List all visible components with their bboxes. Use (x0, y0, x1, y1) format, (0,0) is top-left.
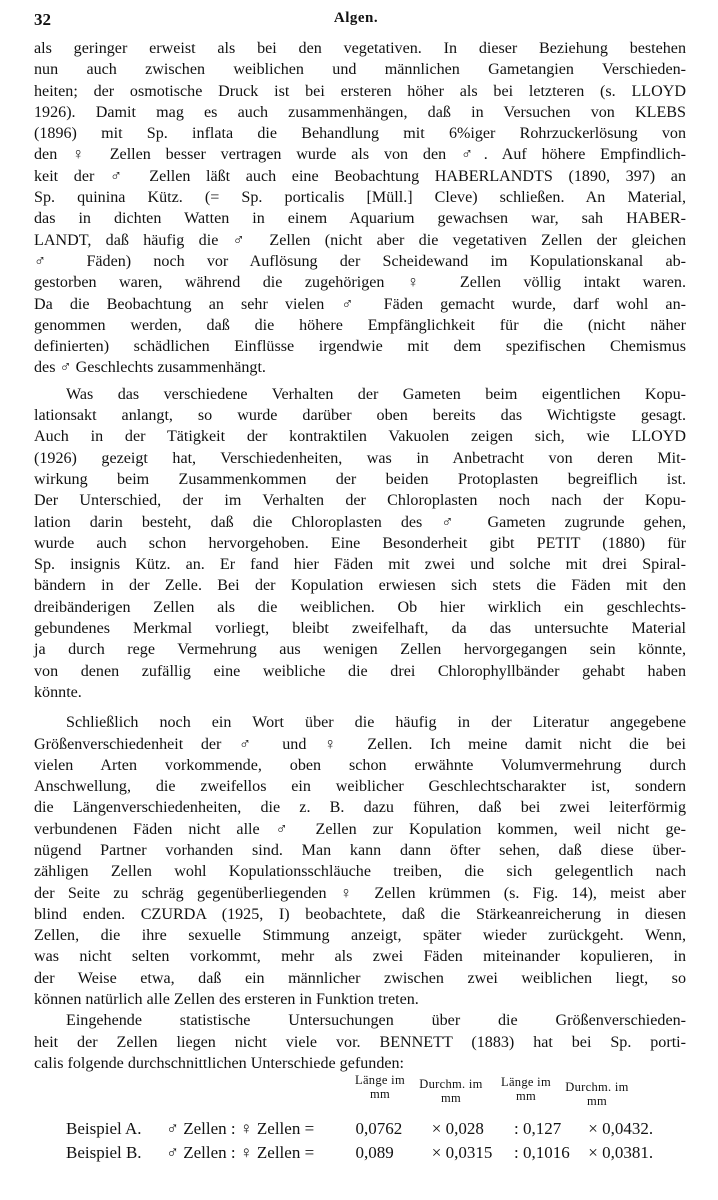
table-cell: × 0,028 (431, 1119, 484, 1138)
text-line: ♂ Fäden) noch vor Auflösung der Scheidewand im Kopulationskanal ab- (34, 252, 686, 270)
text-line: Was das verschiedene Verhalten der Gameten beim eigentlichen Kopu- (66, 385, 686, 403)
row-ratio: ♂ Zellen : ♀ Zellen = (166, 1119, 315, 1138)
text-line: heit der Zellen liegen nicht viele vor. BENNETT (1883) hat bei Sp. porti- (34, 1033, 686, 1051)
row-label: Beispiel A. (66, 1119, 142, 1138)
running-head (34, 10, 678, 34)
text-line: Sp. quinina Kütz. (= Sp. porticalis [Müll.] Cleve) schließen. An Material, (34, 189, 686, 207)
text-line: Sp. insignis Kütz. an. Er fand hier Fäden mit zwei und solche mit drei Spiral- (34, 556, 686, 574)
row-label: Beispiel B. (66, 1143, 142, 1162)
text-line: könnte. (34, 683, 82, 701)
text-line: Anschwellung, die zweifellos ein weiblicher Geschlechtscharakter ist, sondern (34, 778, 686, 796)
text-line: blind enden. CZURDA (1925, I) beobachtete, daß die Stärkeanreicherung in diesen (34, 905, 686, 923)
text-line: genommen werden, daß die höhere Empfänglichkeit für die (nicht näher (34, 316, 686, 334)
text-line: als geringer erweist als bei den vegetativen. In dieser Beziehung bestehen (34, 40, 686, 57)
text-line: vielen Arten vorkommende, oben schon erwähnte Volumvermehrung durch (34, 756, 686, 774)
text-line: gestorben waren, während die zugehörigen ♀ Zellen völlig intakt waren. (34, 274, 686, 292)
table-cell: × 0,0381. (588, 1143, 654, 1162)
text-line: lationsakt anlangt, so wurde darüber oben bereits das Wichtigste gesagt. (34, 407, 686, 425)
paragraph (34, 1010, 686, 1074)
text-line: calis folgende durchschnittlichen Unterschiede gefunden: (34, 1054, 405, 1072)
table-cell: 0,089 (355, 1143, 394, 1162)
text-line: nun auch zwischen weiblichen und männlichen Gametangien Verschieden- (34, 61, 686, 79)
text-line: Eingehende statistische Untersuchungen über die Größenverschieden- (66, 1012, 686, 1030)
text-line: verbundenen Fäden nicht alle ♂ Zellen zur Kopulation kommen, weil nicht ge- (34, 820, 686, 838)
text-line: von denen zufällig eine weibliche die drei Chlorophyllbänder gehabt haben (34, 662, 686, 680)
paragraph (34, 38, 686, 379)
column-header: Länge im mm (355, 1073, 405, 1101)
text-line: dreibänderigen Zellen als die weiblichen. Ob hier wirklich ein geschlechts- (34, 598, 686, 616)
text-line: der Weise etwa, daß ein männlicher zwischen zwei weiblichen liegt, so (34, 969, 686, 987)
text-line: zähligen Zellen wohl Kopulationsschläuche treiben, die sich gelegentlich nach (34, 863, 686, 881)
text-line: lation darin besteht, daß die Chloroplasten des ♂ Gameten zugrunde gehen, (34, 513, 686, 531)
running-title: Algen. (333, 10, 379, 26)
measurement-table (34, 1073, 686, 1183)
paragraph (34, 384, 686, 703)
text-line: ja durch rege Vermehrung aus wenigen Zellen hervorgegangen sein könnte, (34, 641, 686, 659)
column-header: Durchm. im mm (565, 1080, 629, 1108)
text-line: definierten) schädlichen Einflüsse irgendwie mit dem spezifischen Chemismus (34, 338, 686, 356)
text-line: was nicht selten vorkommt, mehr als zwei Fäden miteinander kopulieren, in (34, 948, 686, 966)
text-line: das in dichten Watten in einem Aquarium gewachsen war, sah HABER- (34, 210, 686, 228)
body-text (34, 38, 686, 1082)
text-line: (1926) gezeigt hat, Verschiedenheiten, was in Anbetracht von deren Mit- (34, 449, 686, 467)
table-row (66, 1119, 653, 1139)
table-row (66, 1143, 653, 1163)
text-line: können natürlich alle Zellen des ersteren in Funktion treten. (34, 991, 419, 1009)
paragraph (34, 712, 686, 1010)
page-number: 32 (34, 10, 51, 29)
text-line: (1896) mit Sp. inflata die Behandlung mit 6%iger Rohrzuckerlösung von (34, 125, 686, 143)
text-line: nügend Partner vorhanden sind. Man kann dann öfter sehen, daß diese über- (34, 841, 686, 859)
text-line: keit der ♂ Zellen läßt auch eine Beobachtung HABERLANDTS (1890, 397) an (34, 167, 686, 185)
text-line: LANDT, daß häufig die ♂ Zellen (nicht aber die vegetativen Zellen der gleichen (34, 231, 686, 249)
table-cell: × 0,0315 (431, 1143, 493, 1162)
text-line: Da die Beobachtung an sehr vielen ♂ Fäden gemacht wurde, darf wohl an- (34, 295, 686, 313)
text-line: Der Unterschied, der im Verhalten der Chloroplasten noch nach der Kopu- (34, 492, 686, 510)
column-header: Durchm. im mm (419, 1077, 483, 1105)
text-line: des ♂ Geschlechts zusammenhängt. (34, 359, 266, 377)
table-cell: : 0,1016 (514, 1143, 570, 1162)
column-header: Länge im mm (501, 1075, 551, 1103)
text-line: 1926). Damit mag es auch zusammenhängen, daß in Versuchen von KLEBS (34, 103, 686, 121)
table-cell: 0,0762 (355, 1119, 403, 1138)
text-line: bändern in der Zelle. Bei der Kopulation erwiesen sich stets die Fäden mit den (34, 577, 686, 595)
text-line: Zellen, die ihre sexuelle Stimmung anzeigt, später wieder zurückgeht. Wenn, (34, 927, 686, 945)
text-line: Schließlich noch ein Wort über die häufig in der Literatur angegebene (66, 714, 686, 732)
table-cell: : 0,127 (514, 1119, 562, 1138)
text-line: wirkung beim Zusammenkommen der beiden Protoplasten begreiflich ist. (34, 470, 686, 488)
text-line: wurde auch schon hervorgehoben. Eine Besonderheit gibt PETIT (1880) für (34, 534, 686, 552)
text-line: den ♀ Zellen besser vertragen wurde als von den ♂. Auf höhere Empfindlich- (34, 146, 686, 164)
text-line: Auch in der Tätigkeit der kontraktilen Vakuolen zeigen sich, wie LLOYD (34, 428, 686, 446)
text-line: gebundenes Merkmal vorliegt, bleibt zweifelhaft, da das untersuchte Material (34, 620, 686, 638)
row-ratio: ♂ Zellen : ♀ Zellen = (166, 1143, 315, 1162)
text-line: heiten; der osmotische Druck ist bei ersteren höher als bei letzteren (s. LLOYD (34, 82, 686, 100)
table-cell: × 0,0432. (588, 1119, 654, 1138)
text-line: der Seite zu schräg gegenüberliegenden ♀ Zellen krümmen (s. Fig. 14), meist aber (34, 884, 686, 902)
text-line: Größenverschiedenheit der ♂ und ♀ Zellen. Ich meine damit nicht die bei (34, 735, 686, 753)
text-line: die Längenverschiedenheiten, die z. B. dazu führen, daß bei zwei leiterförmig (34, 799, 686, 817)
